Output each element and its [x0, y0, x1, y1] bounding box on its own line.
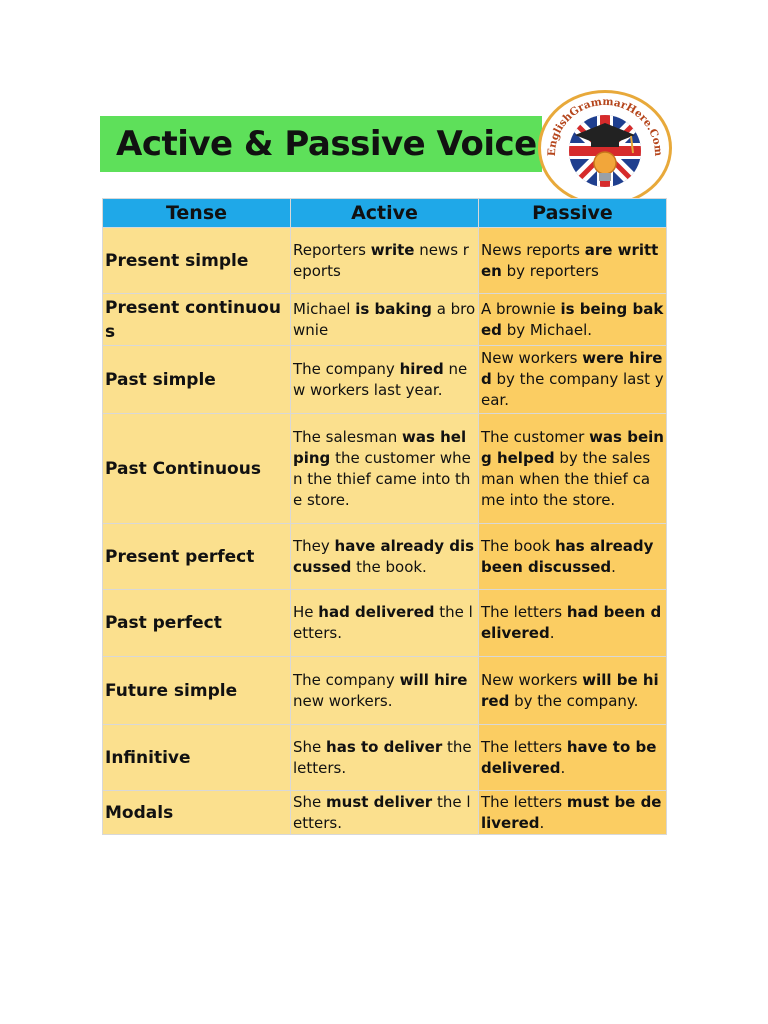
sentence-fragment: New workers [481, 670, 583, 689]
passive-example-cell [479, 725, 667, 791]
passive-example-cell [479, 590, 667, 657]
sentence-fragment: news reports [293, 240, 469, 280]
table-header-row [103, 199, 667, 228]
sentence-fragment: The letters [481, 603, 567, 621]
union-jack-graduation-cap-lightbulb-icon [541, 93, 669, 203]
passive-example-cell [479, 791, 667, 835]
tense-cell: Infinitive [103, 725, 291, 791]
sentence-fragment: . [549, 624, 555, 642]
active-example-cell [291, 524, 479, 590]
tense-cell: Present perfect [103, 524, 291, 590]
active-example-cell [291, 228, 479, 294]
table-row [103, 725, 667, 791]
passive-example-cell [479, 657, 667, 725]
sentence-fragment: the letters. [293, 792, 471, 832]
logo-text: EnglishGrammarHere.Com [545, 95, 665, 157]
active-example-cell [291, 294, 479, 346]
table-row [103, 791, 667, 835]
verb-phrase: will be hired [481, 670, 659, 710]
verb-phrase: is baking [355, 299, 432, 318]
sentence-fragment: The letters [481, 792, 567, 811]
sentence-fragment: New workers [481, 349, 583, 367]
sentence-fragment: Michael [293, 299, 356, 318]
passive-example-cell [479, 346, 667, 414]
sentence-fragment: News reports [481, 240, 585, 259]
verb-phrase: must deliver [326, 792, 433, 811]
header-passive: Passive [479, 199, 667, 228]
table-row [103, 657, 667, 725]
active-example-cell [291, 791, 479, 835]
table-row [103, 228, 667, 294]
sentence-fragment: Reporters [293, 240, 371, 259]
active-example-cell [291, 590, 479, 657]
passive-example-cell [479, 294, 667, 346]
tense-cell: Present continuous [103, 294, 291, 346]
verb-phrase: is being baked [481, 299, 664, 339]
table-body [103, 228, 667, 835]
sentence-fragment: A brownie [481, 299, 561, 318]
sentence-fragment: The company [293, 359, 400, 378]
table-row [103, 346, 667, 414]
table-row [103, 524, 667, 590]
verb-phrase: must be delivered [481, 792, 662, 832]
sentence-fragment: new workers. [293, 691, 393, 710]
voice-table [102, 198, 667, 835]
sentence-fragment: by reporters [501, 261, 599, 280]
tense-cell: Future simple [103, 657, 291, 725]
page-title: Active & Passive Voice [116, 124, 537, 164]
sentence-fragment: by the salesman when the thief came into the store. [481, 448, 651, 509]
sentence-fragment: The salesman [293, 427, 402, 446]
verb-phrase: had been delivered [481, 603, 662, 642]
active-example-cell [291, 414, 479, 524]
verb-phrase: have already discussed [293, 536, 475, 576]
sentence-fragment: the book. [351, 557, 427, 576]
header-active: Active [291, 199, 479, 228]
passive-example-cell [479, 414, 667, 524]
table-row [103, 294, 667, 346]
tense-cell: Past simple [103, 346, 291, 414]
sentence-fragment: a brownie [293, 299, 476, 339]
passive-example-cell [479, 524, 667, 590]
active-example-cell [291, 725, 479, 791]
verb-phrase: was helping [293, 427, 467, 467]
verb-phrase: are written [481, 240, 659, 280]
sentence-fragment: The book [481, 536, 555, 555]
sentence-fragment: by Michael. [501, 320, 593, 339]
sentence-fragment: The customer [481, 427, 590, 446]
verb-phrase: was being helped [481, 427, 664, 467]
verb-phrase: write [370, 240, 415, 259]
sentence-fragment: . [560, 758, 566, 777]
sentence-fragment: The company [293, 670, 400, 689]
sentence-fragment: new workers last year. [293, 359, 468, 399]
sentence-fragment: . [539, 813, 545, 832]
sentence-fragment: by the company. [509, 691, 639, 710]
sentence-fragment: The letters [481, 737, 567, 756]
verb-phrase: had delivered [318, 603, 435, 621]
sentence-fragment: . [611, 557, 616, 576]
logo [538, 90, 672, 206]
header-tense: Tense [103, 199, 291, 228]
verb-phrase: has to deliver [326, 737, 443, 756]
verb-phrase: has already been discussed [481, 536, 654, 576]
sentence-fragment: by the company last year. [481, 370, 664, 409]
sentence-fragment: the customer when the thief came into the store. [293, 448, 471, 509]
sentence-fragment: the letters. [293, 737, 472, 777]
verb-phrase: hired [399, 359, 444, 378]
sentence-fragment: the letters. [293, 603, 473, 642]
tense-cell: Modals [103, 791, 291, 835]
title-banner [100, 116, 542, 172]
table-row [103, 414, 667, 524]
sentence-fragment: She [293, 792, 327, 811]
tense-cell: Past perfect [103, 590, 291, 657]
passive-example-cell [479, 228, 667, 294]
active-example-cell [291, 346, 479, 414]
sentence-fragment: They [293, 536, 335, 555]
sentence-fragment: He [293, 603, 319, 621]
verb-phrase: have to be delivered [481, 737, 657, 777]
tense-cell: Past Continuous [103, 414, 291, 524]
active-example-cell [291, 657, 479, 725]
sentence-fragment: She [293, 737, 327, 756]
verb-phrase: were hired [481, 349, 663, 388]
verb-phrase: will hire [399, 670, 468, 689]
table-row [103, 590, 667, 657]
tense-cell: Present simple [103, 228, 291, 294]
